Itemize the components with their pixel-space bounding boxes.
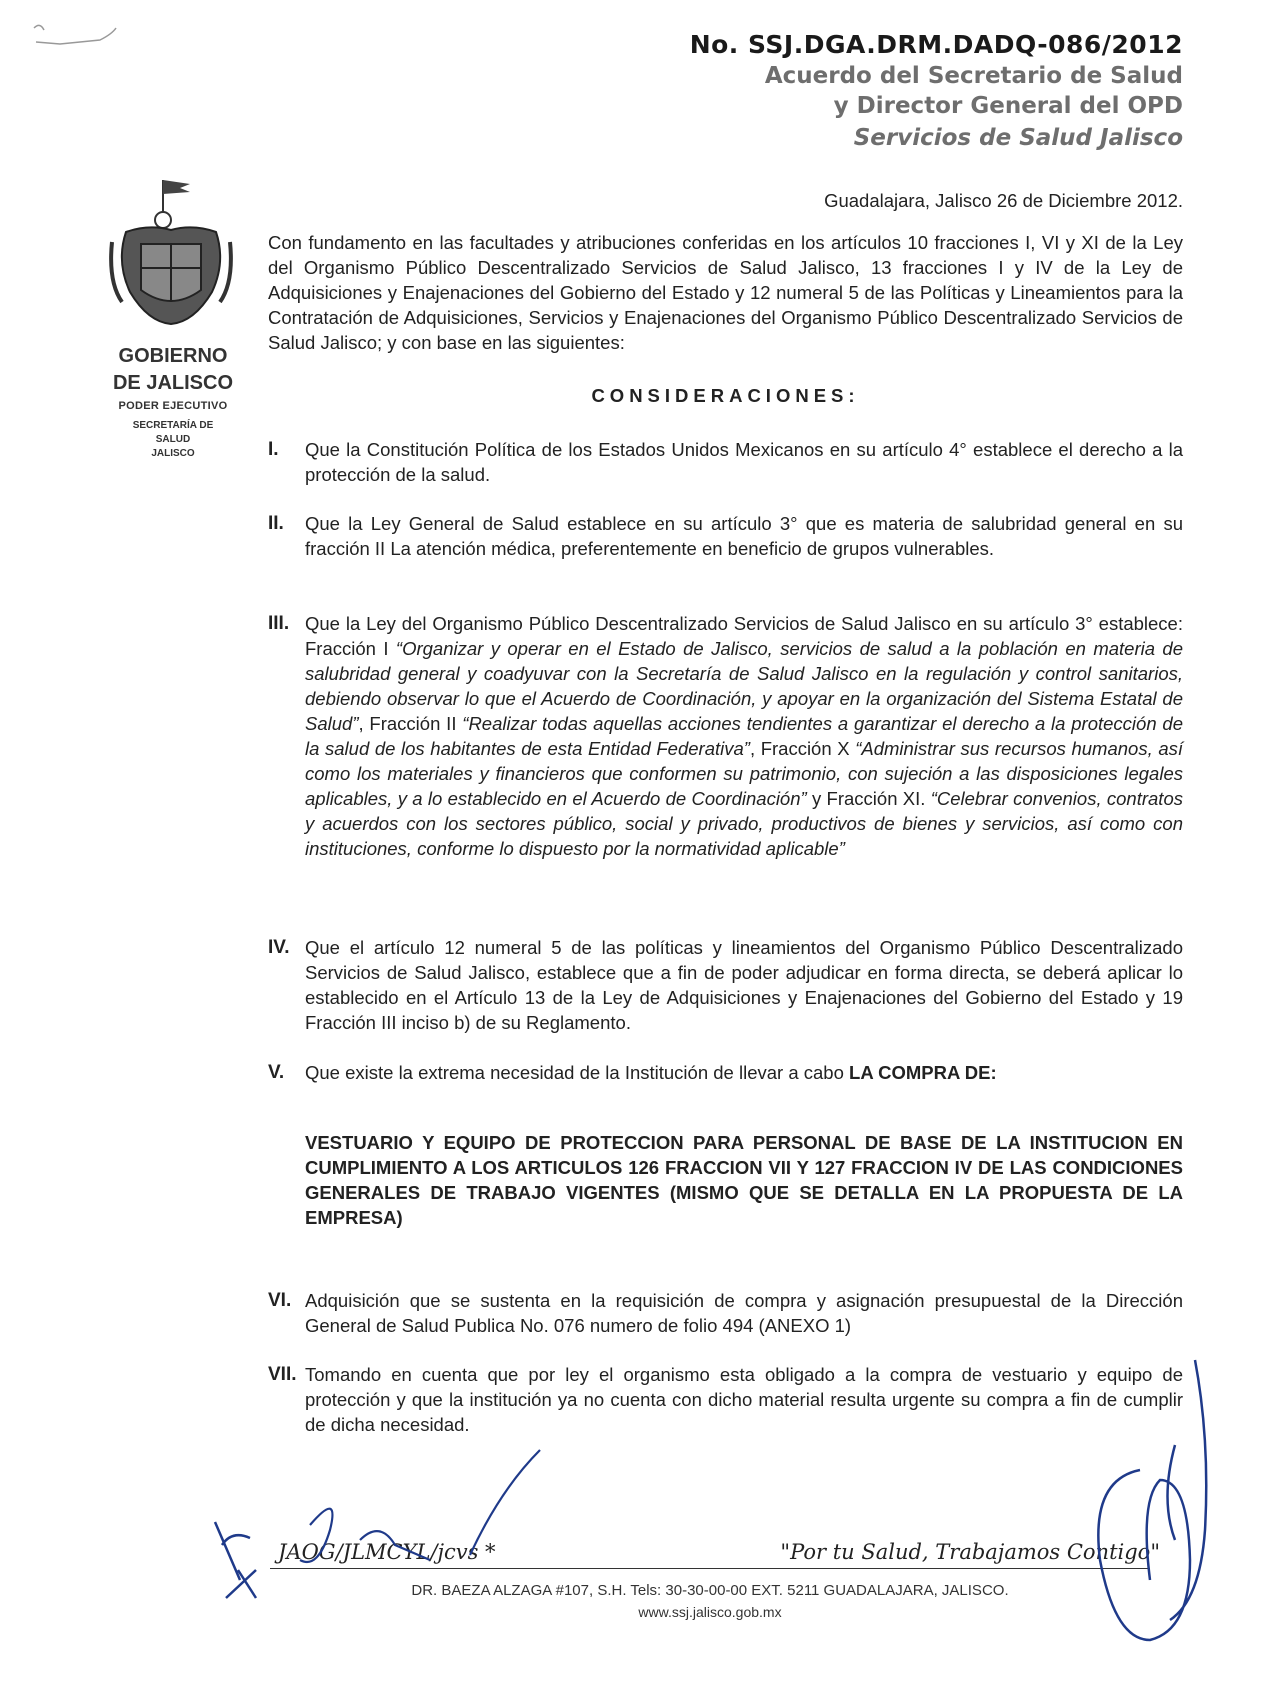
consideration-item (268, 1362, 1183, 1437)
consideration-item (268, 1288, 1183, 1338)
government-name-line-1: GOBIERNO (118, 345, 228, 367)
footer-divider (270, 1568, 1150, 1569)
item-text: Que la Constitución Política de los Estados Unidos Mexicanos en su artículo 4° establece el derecho a la protección de la salud. (305, 439, 1183, 485)
document-date: Guadalajara, Jalisco 26 de Diciembre 2012. (824, 190, 1183, 211)
item-text: Adquisición que se sustenta en la requisición de compra y asignación presupuestal de la Dirección General de Salud Publica No. 076 numero de folio 494 (ANEXO 1) (305, 1290, 1183, 1336)
item-number: V. (268, 1062, 285, 1083)
coat-of-arms-icon (108, 172, 234, 332)
item-text-segment: y Fracción XI. (806, 788, 931, 809)
consideration-item (268, 935, 1183, 1035)
government-branch: PODER EJECUTIVO (118, 400, 228, 412)
scribble-icon (34, 25, 116, 44)
secretariat-line-3: JALISCO (151, 448, 195, 459)
document-number: No. SSJ.DGA.DRM.DADQ-086/2012 (689, 30, 1183, 59)
government-name-line-2: DE JALISCO (112, 372, 234, 394)
item-text-segment: , Fracción II (358, 713, 463, 734)
item-text (305, 1060, 1183, 1085)
quoted-fraction-text: “Administrar sus recursos humanos, así como los materiales y financieros que conformen su patrimonio, con sujeción a las disposiciones legales aplicables, y a lo establecido en el Acuerdo de Coordinación” (305, 738, 1183, 809)
footer-website: www.ssj.jalisco.gob.mx (638, 1604, 782, 1620)
item-text: Que el artículo 12 numeral 5 de las políticas y lineamientos del Organismo Público Descentralizado Servicios de Salud Jalisco, establece que a fin de poder adjudicar en forma directa, se deberá aplicar lo establecido en el Artículo 13 de la Ley de Adquisiciones y Enajenaciones del Gobierno del Estado y 19 Fracción III inciso b) de su Reglamento. (305, 937, 1183, 1033)
quoted-fraction-text: “Celebrar convenios, contratos y acuerdos con los sectores público, social y privado, productivos de bienes y servicios, así como con instituciones, conforme lo dispuesto por la normatividad aplicable” (305, 788, 1183, 859)
consideration-item (268, 611, 1183, 861)
item-text: Tomando en cuenta que por ley el organismo esta obligado a la compra de vestuario y equipo de protección y que la institución ya no cuenta con dicho material resulta urgente su compra a fin de cumplir de dicha necesidad. (305, 1364, 1183, 1435)
footer-address: DR. BAEZA ALZAGA #107, S.H. Tels: 30-30-00-00 EXT. 5211 GUADALAJARA, JALISCO. (411, 1582, 1009, 1599)
consideration-item (268, 511, 1183, 561)
considerations-heading: CONSIDERACIONES: (591, 385, 860, 406)
consideration-item (268, 1060, 1183, 1085)
header-title-line-1: Acuerdo del Secretario de Salud (764, 63, 1183, 89)
initial-signature-icon (215, 1522, 256, 1598)
secretariat-line-1: SECRETARÍA DE (132, 420, 214, 431)
item-number: III. (268, 613, 290, 634)
item-text-segment: Que existe la extrema necesidad de la Institución de llevar a cabo (305, 1062, 850, 1083)
intro-paragraph: Con fundamento en las facultades y atribuciones conferidas en los artículos 10 fracciones I, VI y XI de la Ley del Organismo Público Descentralizado Servicios de Salud Jalisco, 13 fracciones I y IV de la Ley de Adquisiciones y Enajenaciones del Gobierno del Estado y 12 numeral 5 de las Políticas y Lineamientos para la Contratación de Adquisiciones, Servicios y Enajenaciones del Organismo Público Descentralizado Servicios de Salud Jalisco; y con base en las siguientes: (268, 232, 1183, 353)
slogan: "Por tu Salud, Trabajamos Contigo" (780, 1540, 1160, 1564)
quoted-fraction-text: “Realizar todas aquellas acciones tendientes a garantizar el derecho a la protección de la salud de los habitantes de esta Entidad Federativa” (305, 713, 1184, 759)
item-text (305, 611, 1183, 861)
item-number: I. (268, 439, 279, 460)
purchase-description: VESTUARIO Y EQUIPO DE PROTECCION PARA PERSONAL DE BASE DE LA INSTITUCION EN CUMPLIMIENTO A LOS ARTICULOS 126 FRACCION VII Y 127 FRACCION IV DE LAS CONDICIONES GENERALES DE TRABAJO VIGENTES (MISMO QUE SE DETALLA EN LA PROPUESTA DE LA EMPRESA) (305, 1132, 1183, 1228)
item-number: II. (268, 513, 284, 534)
item-text-segment: Que la Ley del Organismo Público Descentralizado Servicios de Salud Jalisco en su artículo 3° establece: Fracción I (305, 613, 1183, 659)
item-text: Que la Ley General de Salud establece en su artículo 3° que es materia de salubridad general en su fracción II La atención médica, preferentemente en beneficio de grupos vulnerables. (305, 513, 1183, 559)
item-number: VII. (268, 1364, 297, 1385)
header-title-line-2: y Director General del OPD (833, 93, 1183, 119)
item-text-bold: LA COMPRA DE: (849, 1062, 997, 1083)
quoted-fraction-text: “Organizar y operar en el Estado de Jalisco, servicios de salud a la población en materia de salubridad general y coadyuvar con la Secretaría de Salud Jalisco en la regulación y control sanitarios, debiendo observar lo que el Acuerdo de Coordinación, y apoyar en la organización del Sistema Estatal de Salud” (305, 638, 1184, 734)
item-number: VI. (268, 1290, 292, 1311)
reference-initials: JAOG/JLMCYL/jcvs * (278, 1540, 496, 1564)
item-text-segment: , Fracción X (749, 738, 856, 759)
item-number: IV. (268, 937, 290, 958)
secretariat-line-2: SALUD (155, 434, 191, 445)
consideration-item (268, 437, 1183, 487)
header-title-line-3: Servicios de Salud Jalisco (853, 125, 1183, 151)
